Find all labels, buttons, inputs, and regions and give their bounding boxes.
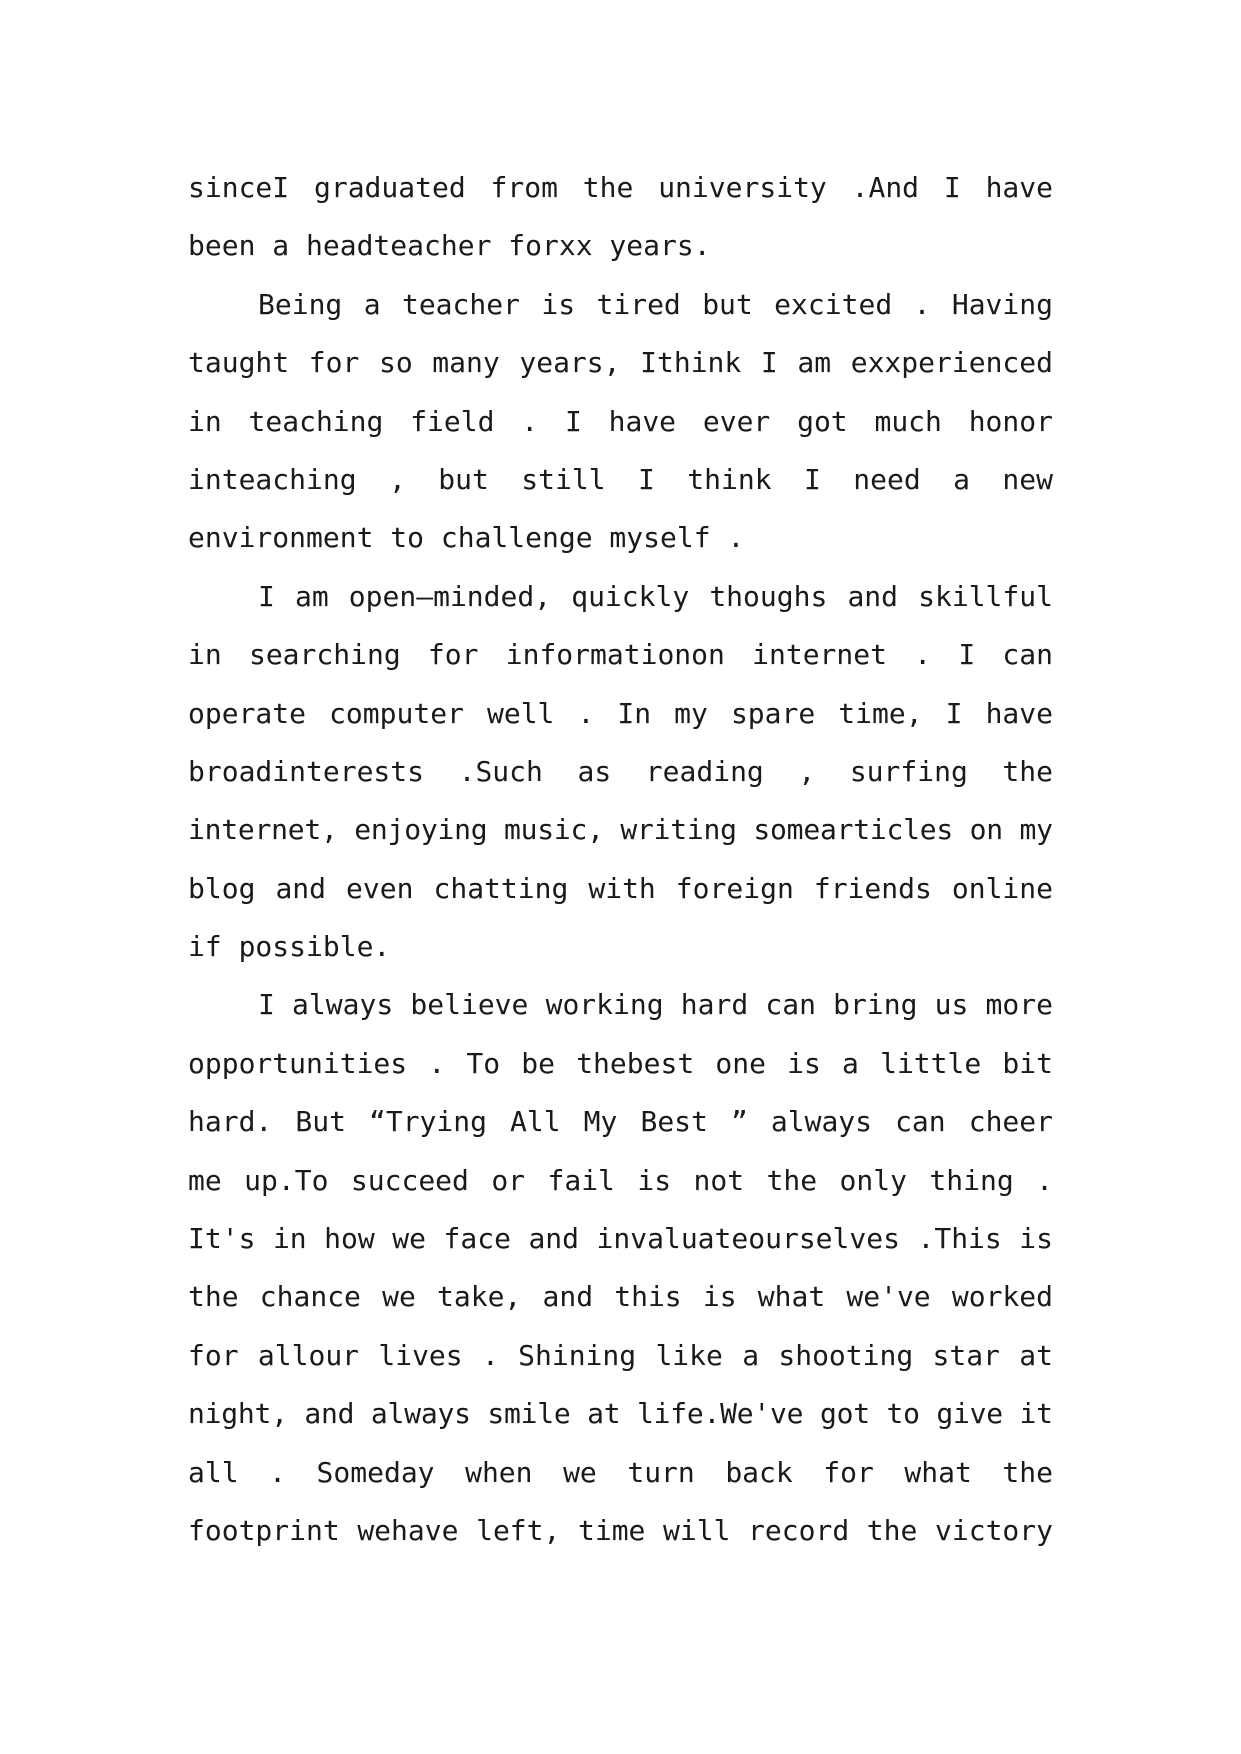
text-line: environment to challenge myself . <box>188 521 745 555</box>
document-body <box>188 159 1053 1560</box>
text-line: footprint wehave left, time will record the victory <box>188 1513 1053 1547</box>
paragraph-2 <box>188 276 1053 568</box>
text-line: blog and even chatting with foreign friends online <box>188 871 1053 905</box>
text-line: sinceI graduated from the university .And I have <box>188 171 1053 204</box>
text-line: inteaching , but still I think I need a new <box>188 462 1053 496</box>
text-line: Being a teacher is tired but excited . Having <box>258 287 1053 321</box>
text-line: It's in how we face and invaluateourselves .This is <box>188 1222 1053 1256</box>
text-line: night, and always smile at life.We've got to give it <box>188 1397 1053 1431</box>
text-line: internet, enjoying music, writing somearticles on my <box>188 813 1053 847</box>
text-line: broadinterests .Such as reading , surfing the <box>188 754 1053 788</box>
text-line: me up.To succeed or fail is not the only thing . <box>188 1163 1053 1197</box>
text-line: in teaching field . I have ever got much honor <box>188 404 1053 438</box>
text-line: I am open—minded, quickly thoughs and skillful <box>258 579 1053 613</box>
text-line: the chance we take, and this is what we've worked <box>188 1280 1053 1314</box>
text-line: if possible. <box>188 930 391 964</box>
paragraph-4 <box>188 976 1053 1560</box>
text-line: I always believe working hard can bring us more <box>258 988 1053 1022</box>
text-line: for allour lives . Shining like a shooting star at <box>188 1338 1053 1372</box>
text-line: been a headteacher forxx years. <box>188 229 711 263</box>
paragraph-1 <box>188 159 1053 276</box>
text-line: in searching for informationon internet . I can <box>188 638 1053 672</box>
text-line: all . Someday when we turn back for what the <box>188 1455 1053 1489</box>
text-line: operate computer well . In my spare time, I have <box>188 696 1053 730</box>
text-line: taught for so many years, Ithink I am exxperienced <box>188 346 1053 380</box>
paragraph-3 <box>188 568 1053 977</box>
text-line: hard. But “Trying All My Best ” always can cheer <box>188 1105 1053 1139</box>
text-line: opportunities . To be thebest one is a little bit <box>188 1046 1053 1080</box>
